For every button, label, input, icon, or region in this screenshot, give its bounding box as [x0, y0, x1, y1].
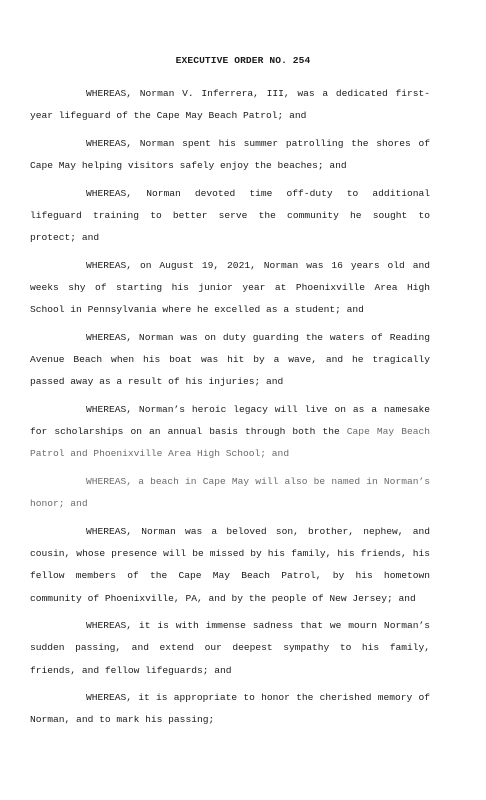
paragraph-6 — [30, 399, 430, 466]
paragraph-9 — [30, 615, 430, 682]
paragraph-8 — [30, 521, 430, 610]
paragraph-text-faded: Cape May Beach Patrol and Phoenixville Area High School; and — [30, 426, 430, 460]
paragraph-text: WHEREAS, Norman was a beloved son, brother, nephew, and cousin, whose presence will be missed by his family, his friends, his fellow members of the Cape May Beach Patrol, by his hometown community of Phoenixville, PA, and by the people of New Jersey; and — [30, 525, 430, 604]
paragraph-3 — [30, 183, 430, 250]
document-body — [30, 83, 430, 737]
paragraph-text: WHEREAS, on August 19, 2021, Norman was 16 years old and weeks shy of starting his junior year at Phoenixville Area High School in Pennsylvania where he excelled as a student; and — [30, 259, 430, 316]
paragraph-4 — [30, 255, 430, 322]
paragraph-text: WHEREAS, Norman’s heroic legacy will live on as a namesake for scholarships on an annual basis through both the — [30, 403, 430, 438]
paragraph-text: WHEREAS, Norman devoted time off-duty to additional lifeguard training to better serve the community he sought to protect; and — [30, 187, 430, 244]
paragraph-1 — [30, 83, 430, 128]
paragraph-2 — [30, 133, 430, 178]
paragraph-text: WHEREAS, Norman spent his summer patrolling the shores of Cape May helping visitors safely enjoy the beaches; and — [30, 137, 430, 172]
paragraph-text: WHEREAS, it is with immense sadness that we mourn Norman’s sudden passing, and extend our deepest sympathy to his family, friends, and fellow lifeguards; and — [30, 620, 430, 676]
paragraph-text: WHEREAS, Norman V. Inferrera, III, was a dedicated first-year lifeguard of the Cape May Beach Patrol; and — [30, 88, 430, 122]
document-title: EXECUTIVE ORDER NO. 254 — [175, 55, 311, 66]
paragraph-text: WHEREAS, Norman was on duty guarding the waters of Reading Avenue Beach when his boat was hit by a wave, and he tragically passed away as a result of his injuries; and — [30, 331, 430, 388]
paragraph-5 — [30, 327, 430, 394]
paragraph-text-faded: WHEREAS, a beach in Cape May will also be named in Norman’s honor; and — [30, 475, 430, 510]
paragraph-7 — [30, 471, 430, 516]
paragraph-text: WHEREAS, it is appropriate to honor the cherished memory of Norman, and to mark his passing; — [30, 692, 430, 726]
paragraph-10 — [30, 687, 430, 732]
